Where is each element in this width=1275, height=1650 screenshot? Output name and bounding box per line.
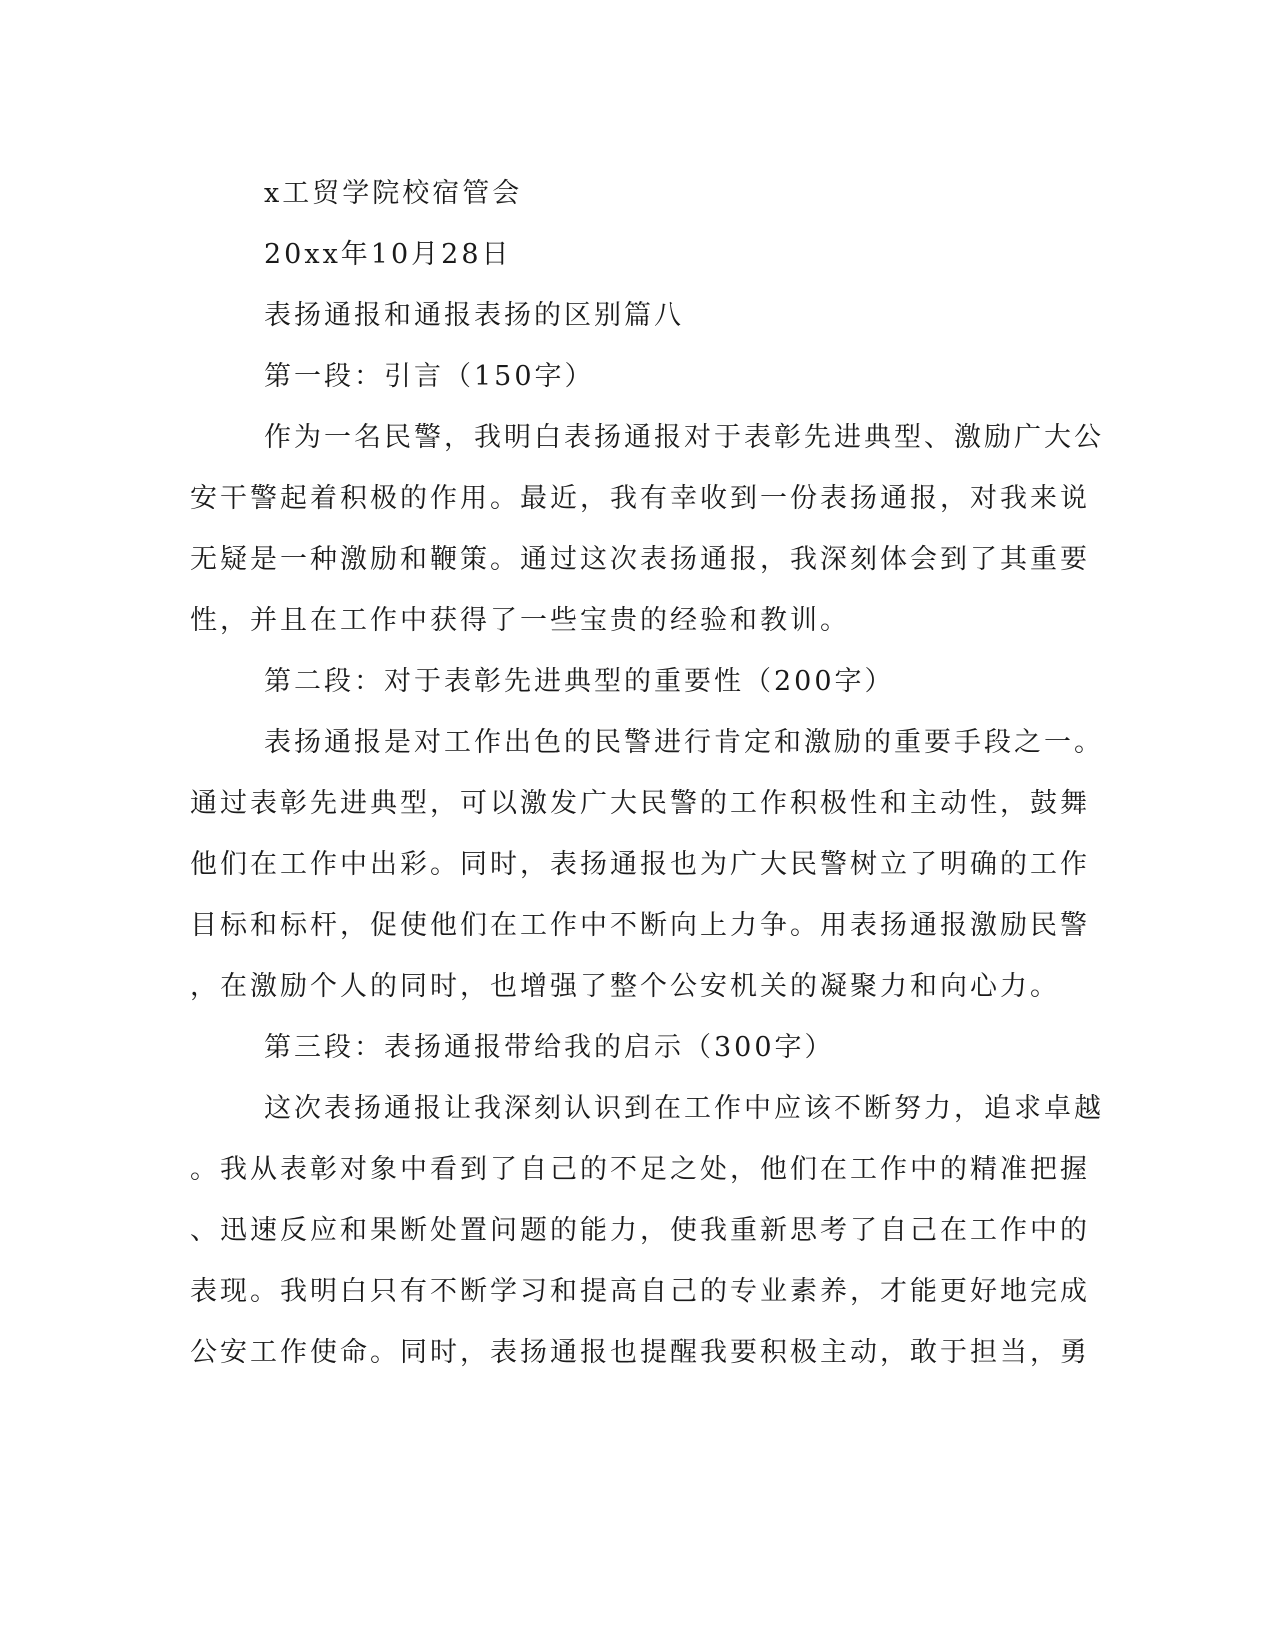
paragraph-line: 表现。我明白只有不断学习和提高自己的专业素养，才能更好地完成 <box>190 1276 1090 1307</box>
section-title: 表扬通报和通报表扬的区别篇八 <box>264 300 684 331</box>
paragraph-line: 目标和标杆，促使他们在工作中不断向上力争。用表扬通报激励民警 <box>190 910 1090 941</box>
signature-date: 20xx年10月28日 <box>264 239 512 270</box>
signature-org: x工贸学院校宿管会 <box>264 178 523 209</box>
paragraph-line: 表扬通报是对工作出色的民警进行肯定和激励的重要手段之一。 <box>264 727 1104 758</box>
paragraph-line: 无疑是一种激励和鞭策。通过这次表扬通报，我深刻体会到了其重要 <box>190 544 1090 575</box>
paragraph-line: 通过表彰先进典型，可以激发广大民警的工作积极性和主动性，鼓舞 <box>190 788 1090 819</box>
paragraph-line: ，在激励个人的同时，也增强了整个公安机关的凝聚力和向心力。 <box>190 971 1060 1002</box>
paragraph-line: 公安工作使命。同时，表扬通报也提醒我要积极主动，敢于担当，勇 <box>190 1337 1090 1368</box>
document-body <box>190 163 1104 1383</box>
paragraph-line: 这次表扬通报让我深刻认识到在工作中应该不断努力，追求卓越 <box>264 1093 1104 1124</box>
paragraph-heading-1: 第一段：引言（150字） <box>264 361 595 392</box>
paragraph-line: 。我从表彰对象中看到了自己的不足之处，他们在工作中的精准把握 <box>190 1154 1090 1185</box>
paragraph-line: 他们在工作中出彩。同时，表扬通报也为广大民警树立了明确的工作 <box>190 849 1090 880</box>
paragraph-line: 性，并且在工作中获得了一些宝贵的经验和教训。 <box>190 605 850 636</box>
paragraph-heading-3: 第三段：表扬通报带给我的启示（300字） <box>264 1032 835 1063</box>
paragraph-line: 安干警起着积极的作用。最近，我有幸收到一份表扬通报，对我来说 <box>190 483 1090 514</box>
paragraph-heading-2: 第二段：对于表彰先进典型的重要性（200字） <box>264 666 895 697</box>
paragraph-line: 作为一名民警，我明白表扬通报对于表彰先进典型、激励广大公 <box>264 422 1104 453</box>
paragraph-line: 、迅速反应和果断处置问题的能力，使我重新思考了自己在工作中的 <box>190 1215 1090 1246</box>
